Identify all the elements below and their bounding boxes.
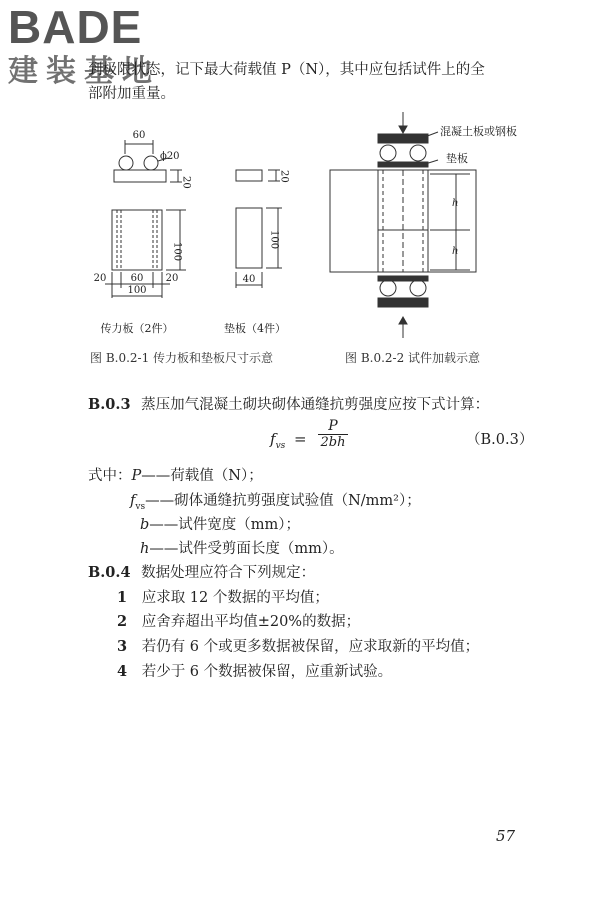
pad-dim-width: 40 [242, 274, 256, 285]
caption-figure-2: 图 B.0.2-2 试件加载示意 [345, 351, 481, 365]
callout-pad: 垫板 [446, 152, 468, 165]
where-desc: ——试件宽度（mm）； [149, 517, 301, 533]
dim-right-edge: 20 [165, 273, 179, 284]
where-desc: ——荷载值（N）； [141, 468, 263, 484]
where-intro: 式中： [88, 468, 132, 484]
intro-line-2: 部附加重量。 [88, 86, 175, 102]
formula-eq: = [294, 430, 307, 448]
pad-figure [224, 170, 290, 335]
label-pad: 垫板（4件） [224, 322, 286, 335]
item-text: 若仍有 6 个或更多数据被保留，应求取新的平均值； [141, 639, 480, 655]
dim-h-2: h [452, 246, 459, 257]
item-text: 应求取 12 个数据的平均值； [141, 590, 329, 606]
list-item [117, 637, 479, 657]
formula-denominator: 2bh [318, 434, 348, 450]
item-number: 3 [117, 638, 128, 655]
clause-b04 [88, 563, 315, 583]
where-sym: P [131, 468, 142, 484]
where-line-1 [130, 491, 421, 517]
where-line-2 [140, 515, 300, 535]
dim-mid: 60 [130, 273, 144, 284]
where-line-3 [140, 539, 344, 559]
where-sym: h [140, 541, 150, 557]
caption-figure-1: 图 B.0.2-1 传力板和垫板尺寸示意 [90, 351, 274, 365]
clause-text: 蒸压加气混凝土砌块砌体通缝抗剪强度应按下式计算： [141, 397, 490, 413]
clause-number: B.0.4 [88, 564, 131, 581]
where-desc: ——试件受剪面长度（mm）。 [149, 541, 344, 557]
formula-ref: （B.0.3） [466, 432, 534, 448]
loading-setup [330, 112, 517, 338]
clause-text: 数据处理应符合下列规定： [141, 565, 316, 581]
transfer-plate-elevation [114, 130, 192, 189]
where-sym: b [140, 517, 150, 533]
pad-dim-height: 100 [268, 230, 280, 250]
dim-left-edge: 20 [93, 273, 107, 284]
where-desc: ——砌体通缝抗剪强度试验值（N/mm²）； [145, 493, 421, 509]
item-text: 应舍弃超出平均值±20%的数据； [141, 614, 361, 630]
logo-chinese: 建装基地 [8, 54, 160, 89]
clause-number: B.0.3 [88, 396, 131, 413]
where-sub: vs [135, 501, 146, 512]
intro-line-1: 到极限状态，记下最大荷载值 P（N），其中应包括试件上的全 [88, 62, 485, 78]
clause-b03 [88, 395, 489, 415]
item-text: 若少于 6 个数据被保留，应重新试验。 [141, 664, 393, 680]
where-line-0 [88, 466, 263, 486]
dim-h-1: h [452, 198, 459, 209]
label-transfer-plate: 传力板（2件） [100, 322, 174, 335]
list-item [117, 662, 392, 682]
where-sym: f [130, 493, 136, 509]
dim-height: 100 [171, 242, 183, 262]
formula-numerator: P [328, 418, 338, 434]
figures [0, 110, 600, 385]
list-item [117, 588, 329, 608]
pad-dim-thick: 20 [278, 170, 290, 183]
dim-plate-thick: 20 [180, 176, 192, 189]
item-number: 2 [117, 613, 128, 630]
dim-top-width: 60 [132, 130, 146, 141]
transfer-plate-plan [94, 210, 186, 335]
item-number: 4 [117, 663, 128, 680]
page-number: 57 [496, 827, 516, 845]
dim-diameter: ϕ20 [160, 151, 180, 162]
formula-lhs: f [270, 430, 276, 448]
list-item [117, 612, 360, 632]
callout-top: 混凝土板或钢板 [440, 125, 517, 138]
item-number: 1 [117, 589, 128, 606]
dim-total: 100 [127, 285, 147, 296]
formula-sub: vs [275, 441, 286, 451]
logo-wordmark: BADE [8, 1, 143, 53]
